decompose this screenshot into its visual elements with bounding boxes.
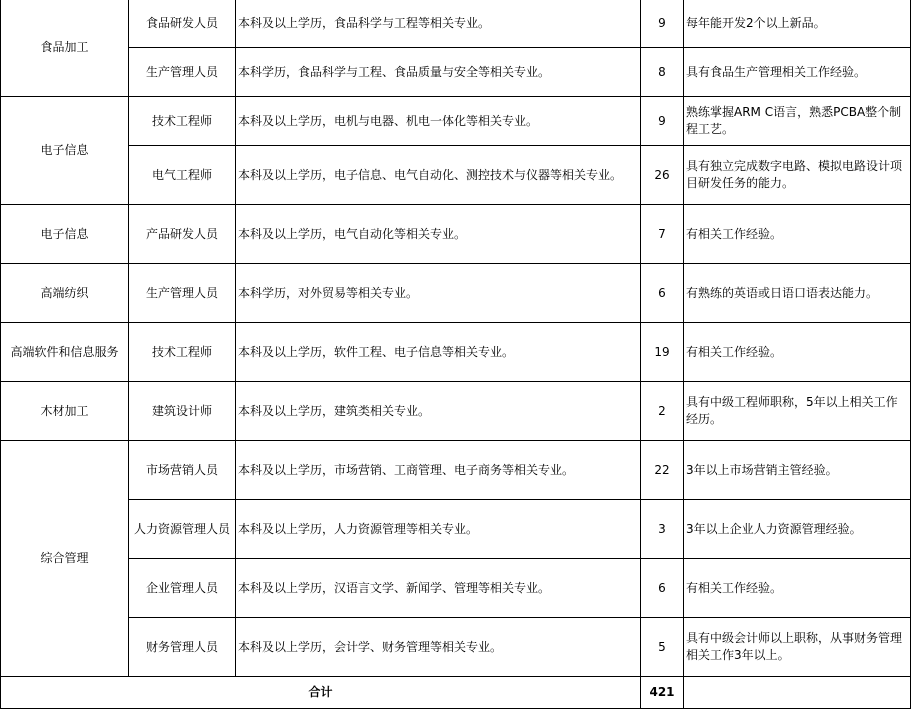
industry-cell: 木材加工 <box>1 382 129 441</box>
count-cell: 6 <box>641 264 684 323</box>
note-cell: 具有独立完成数字电路、模拟电路设计项目研发任务的能力。 <box>684 146 911 205</box>
position-cell: 食品研发人员 <box>129 0 236 48</box>
table-row <box>1 618 911 677</box>
count-cell: 9 <box>641 97 684 146</box>
note-cell: 3年以上企业人力资源管理经验。 <box>684 500 911 559</box>
note-cell: 有相关工作经验。 <box>684 205 911 264</box>
table-row <box>1 205 911 264</box>
count-cell: 9 <box>641 0 684 48</box>
count-cell: 6 <box>641 559 684 618</box>
position-cell: 生产管理人员 <box>129 264 236 323</box>
count-cell: 7 <box>641 205 684 264</box>
requirement-cell: 本科及以上学历，人力资源管理等相关专业。 <box>236 500 641 559</box>
table-row <box>1 382 911 441</box>
note-cell: 有相关工作经验。 <box>684 323 911 382</box>
note-cell: 具有食品生产管理相关工作经验。 <box>684 48 911 97</box>
position-cell: 生产管理人员 <box>129 48 236 97</box>
position-cell: 市场营销人员 <box>129 441 236 500</box>
total-label: 合计 <box>1 677 641 709</box>
table-row <box>1 323 911 382</box>
requirement-cell: 本科及以上学历，电机与电器、机电一体化等相关专业。 <box>236 97 641 146</box>
position-cell: 企业管理人员 <box>129 559 236 618</box>
count-cell: 8 <box>641 48 684 97</box>
industry-cell: 高端纺织 <box>1 264 129 323</box>
industry-cell: 电子信息 <box>1 205 129 264</box>
industry-cell: 电子信息 <box>1 97 129 205</box>
note-cell: 具有中级工程师职称，5年以上相关工作经历。 <box>684 382 911 441</box>
count-cell: 3 <box>641 500 684 559</box>
note-cell: 具有中级会计师以上职称，从事财务管理相关工作3年以上。 <box>684 618 911 677</box>
note-cell: 每年能开发2个以上新品。 <box>684 0 911 48</box>
count-cell: 22 <box>641 441 684 500</box>
table-row <box>1 146 911 205</box>
table-row <box>1 264 911 323</box>
requirement-cell: 本科及以上学历，汉语言文学、新闻学、管理等相关专业。 <box>236 559 641 618</box>
requirement-cell: 本科及以上学历，电子信息、电气自动化、测控技术与仪器等相关专业。 <box>236 146 641 205</box>
requirement-cell: 本科学历，食品科学与工程、食品质量与安全等相关专业。 <box>236 48 641 97</box>
position-cell: 技术工程师 <box>129 97 236 146</box>
requirement-cell: 本科及以上学历，会计学、财务管理等相关专业。 <box>236 618 641 677</box>
count-cell: 26 <box>641 146 684 205</box>
note-cell: 有熟练的英语或日语口语表达能力。 <box>684 264 911 323</box>
requirement-cell: 本科及以上学历，建筑类相关专业。 <box>236 382 641 441</box>
table-row <box>1 559 911 618</box>
note-cell: 3年以上市场营销主管经验。 <box>684 441 911 500</box>
total-note-cell <box>684 677 911 709</box>
table-row <box>1 441 911 500</box>
requirement-cell: 本科及以上学历，电气自动化等相关专业。 <box>236 205 641 264</box>
position-cell: 财务管理人员 <box>129 618 236 677</box>
requirement-cell: 本科及以上学历，软件工程、电子信息等相关专业。 <box>236 323 641 382</box>
total-row <box>1 677 911 709</box>
total-count: 421 <box>641 677 684 709</box>
requirement-cell: 本科学历，对外贸易等相关专业。 <box>236 264 641 323</box>
table-row <box>1 48 911 97</box>
industry-cell: 高端软件和信息服务 <box>1 323 129 382</box>
position-cell: 产品研发人员 <box>129 205 236 264</box>
table-row <box>1 97 911 146</box>
position-cell: 电气工程师 <box>129 146 236 205</box>
note-cell: 熟练掌握ARM C语言，熟悉PCBA整个制程工艺。 <box>684 97 911 146</box>
industry-cell: 食品加工 <box>1 0 129 97</box>
requirement-cell: 本科及以上学历，市场营销、工商管理、电子商务等相关专业。 <box>236 441 641 500</box>
count-cell: 19 <box>641 323 684 382</box>
table-row <box>1 500 911 559</box>
note-cell: 有相关工作经验。 <box>684 559 911 618</box>
requirement-cell: 本科及以上学历，食品科学与工程等相关专业。 <box>236 0 641 48</box>
industry-cell: 综合管理 <box>1 441 129 677</box>
table-row <box>1 0 911 48</box>
position-cell: 人力资源管理人员 <box>129 500 236 559</box>
position-cell: 建筑设计师 <box>129 382 236 441</box>
count-cell: 5 <box>641 618 684 677</box>
count-cell: 2 <box>641 382 684 441</box>
position-cell: 技术工程师 <box>129 323 236 382</box>
